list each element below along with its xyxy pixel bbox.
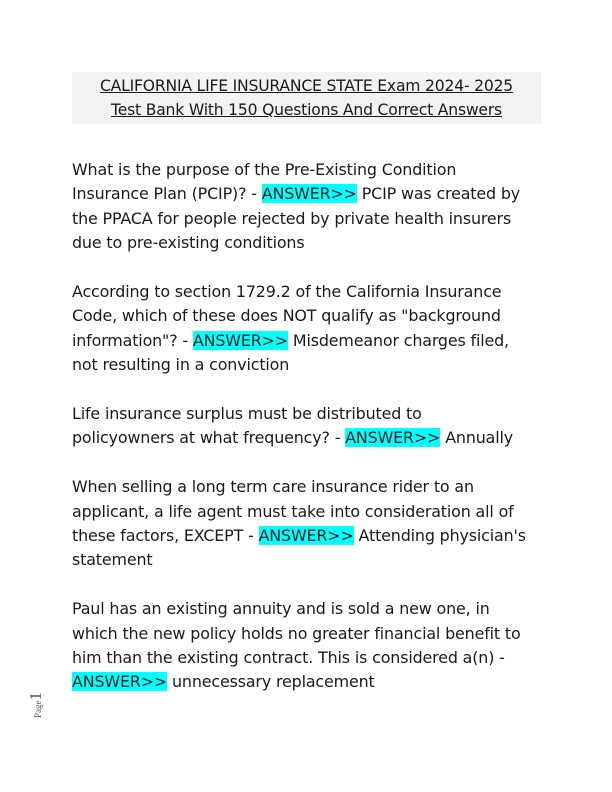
answer-marker: ANSWER>> [192, 330, 288, 350]
answer-text: Annually [445, 428, 514, 448]
answer-line [72, 670, 552, 694]
question-text: Insurance Plan (PCIP)? - [72, 184, 262, 204]
question-text: these factors, EXCEPT - [72, 526, 259, 546]
answer-text: unnecessary replacement [171, 672, 375, 692]
page-number [26, 692, 46, 718]
answer-line: due to pre-existing conditions [72, 233, 305, 253]
answer-line: not resulting in a conviction [72, 355, 290, 375]
answer-text: Attending physician's [358, 526, 526, 546]
page-label: Page [33, 700, 43, 718]
question-line [72, 426, 552, 450]
document-title [72, 72, 541, 124]
qa-item [72, 475, 552, 573]
answer-marker: ANSWER>> [345, 428, 441, 448]
qa-item [72, 158, 552, 256]
question-text: information"? - [72, 330, 193, 350]
page-digit: 1 [26, 692, 45, 701]
question-line [72, 524, 552, 548]
answer-marker: ANSWER>> [72, 672, 168, 692]
qa-item [72, 597, 552, 695]
title-line-2: Test Bank With 150 Questions And Correct Answers [111, 101, 502, 119]
question-text: policyowners at what frequency? - [72, 428, 346, 448]
answer-line: statement [72, 550, 153, 570]
qa-item [72, 402, 552, 451]
question-line: When selling a long term care insurance rider to an [72, 477, 474, 497]
question-line [72, 182, 552, 206]
answer-marker: ANSWER>> [258, 526, 354, 546]
question-line: Code, which of these does NOT qualify as "background [72, 306, 501, 326]
question-line [72, 329, 552, 353]
question-line: According to section 1729.2 of the California Insurance [72, 282, 502, 302]
answer-text: Misdemeanor charges filed, [292, 330, 509, 350]
question-line: him than the existing contract. This is considered a(n) - [72, 648, 505, 668]
answer-text: PCIP was created by [361, 184, 521, 204]
question-line: applicant, a life agent must take into consideration all of [72, 501, 514, 521]
question-line: What is the purpose of the Pre-Existing Condition [72, 160, 457, 179]
question-list [72, 158, 552, 719]
answer-marker: ANSWER>> [261, 184, 357, 204]
question-line: which the new policy holds no greater financial benefit to [72, 623, 521, 643]
qa-item [72, 280, 552, 378]
title-line-1: CALIFORNIA LIFE INSURANCE STATE Exam 2024- 2025 [99, 77, 514, 95]
answer-line: the PPACA for people rejected by private health insurers [72, 208, 512, 228]
question-line: Paul has an existing annuity and is sold a new one, in [72, 599, 490, 619]
question-line: Life insurance surplus must be distributed to [72, 404, 422, 424]
